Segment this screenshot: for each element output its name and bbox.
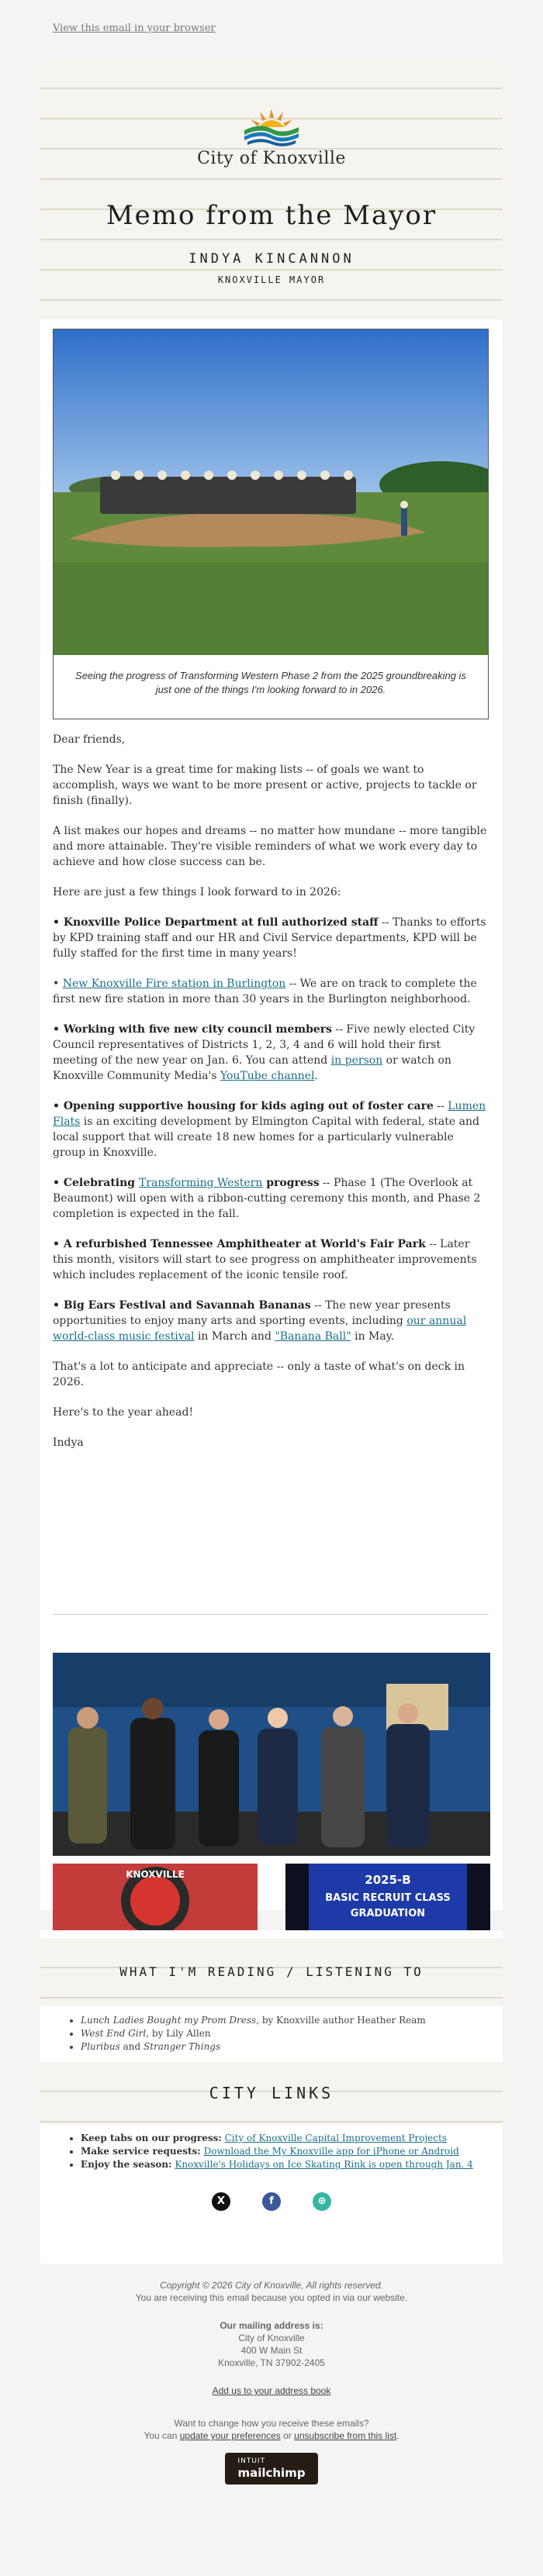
item-heading: • Opening supportive housing for kids aging out of foster care	[53, 1100, 434, 1112]
letter-card	[40, 319, 503, 1653]
list-item	[81, 2158, 473, 2171]
list-item	[53, 1298, 489, 1344]
fire-seal-text: KNOXVILLE	[126, 1869, 185, 1880]
item-text: -- Five newly elected City Council representatives of Districts 1, 2, 3, 4 and 6 will hold their first meeting of the new year on Jan. 6. You can attend	[53, 1023, 476, 1067]
paragraph: The New Year is a great time for making lists -- of goals we want to accomplish, ways we want to be more present or active, projects to tackle or finish (finally).	[53, 764, 477, 807]
in-person-link[interactable]: in person	[330, 1054, 383, 1067]
preferences-text: .	[396, 2430, 399, 2441]
item-heading: • Big Ears Festival and Savannah Bananas	[53, 1299, 311, 1312]
item-heading: • A refurbished Tennessee Amphitheater at World's Fair Park	[53, 1238, 426, 1250]
list-item	[53, 1175, 489, 1222]
preferences-text: or	[280, 2430, 295, 2441]
album-artist: , by Lily Allen	[146, 2028, 211, 2039]
graduation-banner-line3: GRADUATION	[350, 1908, 426, 1919]
reading-list	[67, 2014, 426, 2054]
youtube-link[interactable]: YouTube channel	[220, 1070, 315, 1082]
address-book-link[interactable]: Add us to your address book	[212, 2385, 331, 2396]
city-links-card	[40, 2124, 503, 2264]
music-festival-link[interactable]: our annual world-class music festival	[53, 1315, 467, 1343]
city-links-heading: CITY LINKS	[40, 2062, 503, 2124]
item-text: -- The new year presents opportunities to enjoy many arts and sporting events, including	[53, 1299, 451, 1327]
item-heading: progress	[262, 1177, 320, 1189]
paragraph: That's a lot to anticipate and appreciate -- only a taste of what's on deck in 2026.	[53, 1360, 465, 1388]
copyright: Copyright © 2026 City of Knoxville, All rights reserved.	[160, 2280, 383, 2291]
list-item	[53, 1236, 489, 1283]
hero-caption: Seeing the progress of Transforming Western Phase 2 from the 2025 groundbreaking is just one of the things I'm looking forward to in 2026.	[75, 670, 466, 695]
show-title: Stranger Things	[144, 2041, 221, 2052]
item-text: -- Phase 1 (The Overlook at Beaumont) will open with a ribbon-cutting ceremony this month, and Phase 2 completion is expected in the fall.	[53, 1177, 481, 1220]
mayor-role: KNOXVILLE MAYOR	[217, 274, 326, 285]
list-item	[81, 2132, 473, 2145]
banana-ball-link[interactable]: "Banana Ball"	[275, 1330, 351, 1343]
mailing-org: City of Knoxville	[238, 2333, 305, 2343]
book-title: Lunch Ladies Bought my Prom Dress	[81, 2015, 257, 2026]
x-icon[interactable]: X	[212, 2192, 230, 2211]
my-knoxville-app-link[interactable]: Download the My Knoxville app for iPhone or Android	[203, 2146, 459, 2157]
show-title: Pluribus	[81, 2041, 120, 2052]
transforming-western-link[interactable]: Transforming Western	[138, 1177, 263, 1189]
divider	[53, 1614, 489, 1615]
item-text: .	[314, 1070, 318, 1082]
mayor-name: INDYA KINCANNON	[188, 251, 355, 267]
paragraph: Here's to the year ahead!	[53, 1406, 194, 1419]
unsubscribe-link[interactable]: unsubscribe from this list	[294, 2430, 397, 2441]
subscription-reason: You are receiving this email because you opted in via our website.	[135, 2292, 408, 2303]
item-text: -- Later this month, visitors will start to see progress on amphitheater improvements which includes replacement of the iconic tensile roof.	[53, 1238, 477, 1281]
bullet: •	[53, 978, 63, 990]
list-item	[53, 1022, 489, 1084]
link-label: Enjoy the season:	[81, 2159, 172, 2170]
mailchimp-text: mailchimp	[237, 2466, 306, 2480]
list-item	[53, 976, 489, 1007]
album-title: West End Girl	[81, 2028, 147, 2039]
skating-rink-link[interactable]: Knoxville's Holidays on Ice Skating Rink is open through Jan. 4	[175, 2159, 473, 2170]
list-item	[81, 2027, 426, 2040]
paragraph: A list makes our hopes and dreams -- no matter how mundane -- more tangible and more attainable. They're visible reminders of what we work every day to achieve and how close success can be.	[53, 825, 487, 868]
graduation-banner-line2: BASIC RECRUIT CLASS	[325, 1892, 451, 1904]
link-label: Make service requests:	[81, 2146, 201, 2157]
list-item	[81, 2145, 473, 2158]
lumen-flats-link[interactable]: Lumen Flats	[53, 1100, 486, 1128]
council-group-photo	[53, 1653, 490, 1856]
list-item	[81, 2014, 426, 2027]
letter-body	[53, 732, 489, 1465]
item-text: --	[433, 1100, 448, 1112]
mailing-city: Knoxville, TN 37902-2405	[218, 2357, 325, 2368]
connector: and	[119, 2041, 144, 2052]
list-item	[53, 1098, 489, 1160]
view-in-browser-link[interactable]: View this email in your browser	[53, 22, 216, 34]
intuit-text: INTUIT	[237, 2457, 266, 2465]
groundbreaking-photo	[54, 329, 488, 655]
reading-heading: WHAT I'M READING / LISTENING TO	[40, 1938, 503, 2006]
mailing-street: 400 W Main St	[240, 2345, 303, 2356]
greeting: Dear friends,	[53, 733, 126, 746]
page-title: Memo from the Mayor	[105, 200, 438, 231]
hero-photo-frame	[53, 329, 489, 719]
item-text: in May.	[351, 1330, 395, 1343]
mailchimp-badge[interactable]	[225, 2453, 317, 2485]
capital-projects-link[interactable]: City of Knoxville Capital Improvement Projects	[224, 2133, 447, 2143]
item-text: -- We are on track to complete the first new fire station in more than 30 years in the Burlington neighborhood.	[53, 978, 477, 1005]
header-banner	[40, 59, 503, 319]
item-heading: • Celebrating	[53, 1177, 139, 1189]
item-text: in March and	[194, 1330, 275, 1343]
reading-card	[40, 1930, 503, 2124]
top-bar	[0, 0, 543, 50]
logo-wordmark: City of Knoxville	[197, 149, 346, 168]
city-logo	[155, 102, 388, 168]
item-text: is an exciting development by Elmington Capital with federal, state and local support that will create 18 new homes for a particularly vulnerable group in Knoxville.	[53, 1116, 479, 1159]
list-item	[81, 2040, 426, 2054]
book-author: , by Knoxville author Heather Ream	[256, 2015, 426, 2026]
paragraph: Here are just a few things I look forward to in 2026:	[53, 886, 341, 898]
change-question: Want to change how you receive these emails?	[174, 2418, 369, 2429]
signoff: Indya	[53, 1436, 84, 1449]
facebook-icon[interactable]: f	[262, 2192, 281, 2211]
social-links	[40, 2192, 503, 2211]
item-heading: • Working with five new city council members	[53, 1023, 333, 1036]
graduation-banner-line1: 2025-B	[365, 1873, 411, 1887]
item-heading: • Knoxville Police Department at full authorized staff	[53, 916, 379, 929]
link-label: Keep tabs on our progress:	[81, 2133, 222, 2143]
update-preferences-link[interactable]: update your preferences	[179, 2430, 281, 2441]
item-text: -- Thanks to efforts by KPD training staff and our HR and Civil Service departments, KPD will be fully staffed for the first time in many years!	[53, 916, 486, 960]
fire-station-link[interactable]: New Knoxville Fire station in Burlington	[62, 978, 286, 990]
footer	[40, 2279, 503, 2485]
preferences-text: You can	[144, 2430, 180, 2441]
sun-mountain-icon	[237, 102, 306, 147]
photos-card	[40, 1653, 503, 1919]
city-links-list	[67, 2132, 473, 2171]
list-item	[53, 915, 489, 961]
preferences-line	[40, 2429, 503, 2442]
website-icon[interactable]: ⊕	[313, 2192, 331, 2211]
item-text: or watch on Knoxville Community Media's	[53, 1054, 451, 1082]
mailing-label: Our mailing address is:	[220, 2320, 323, 2331]
